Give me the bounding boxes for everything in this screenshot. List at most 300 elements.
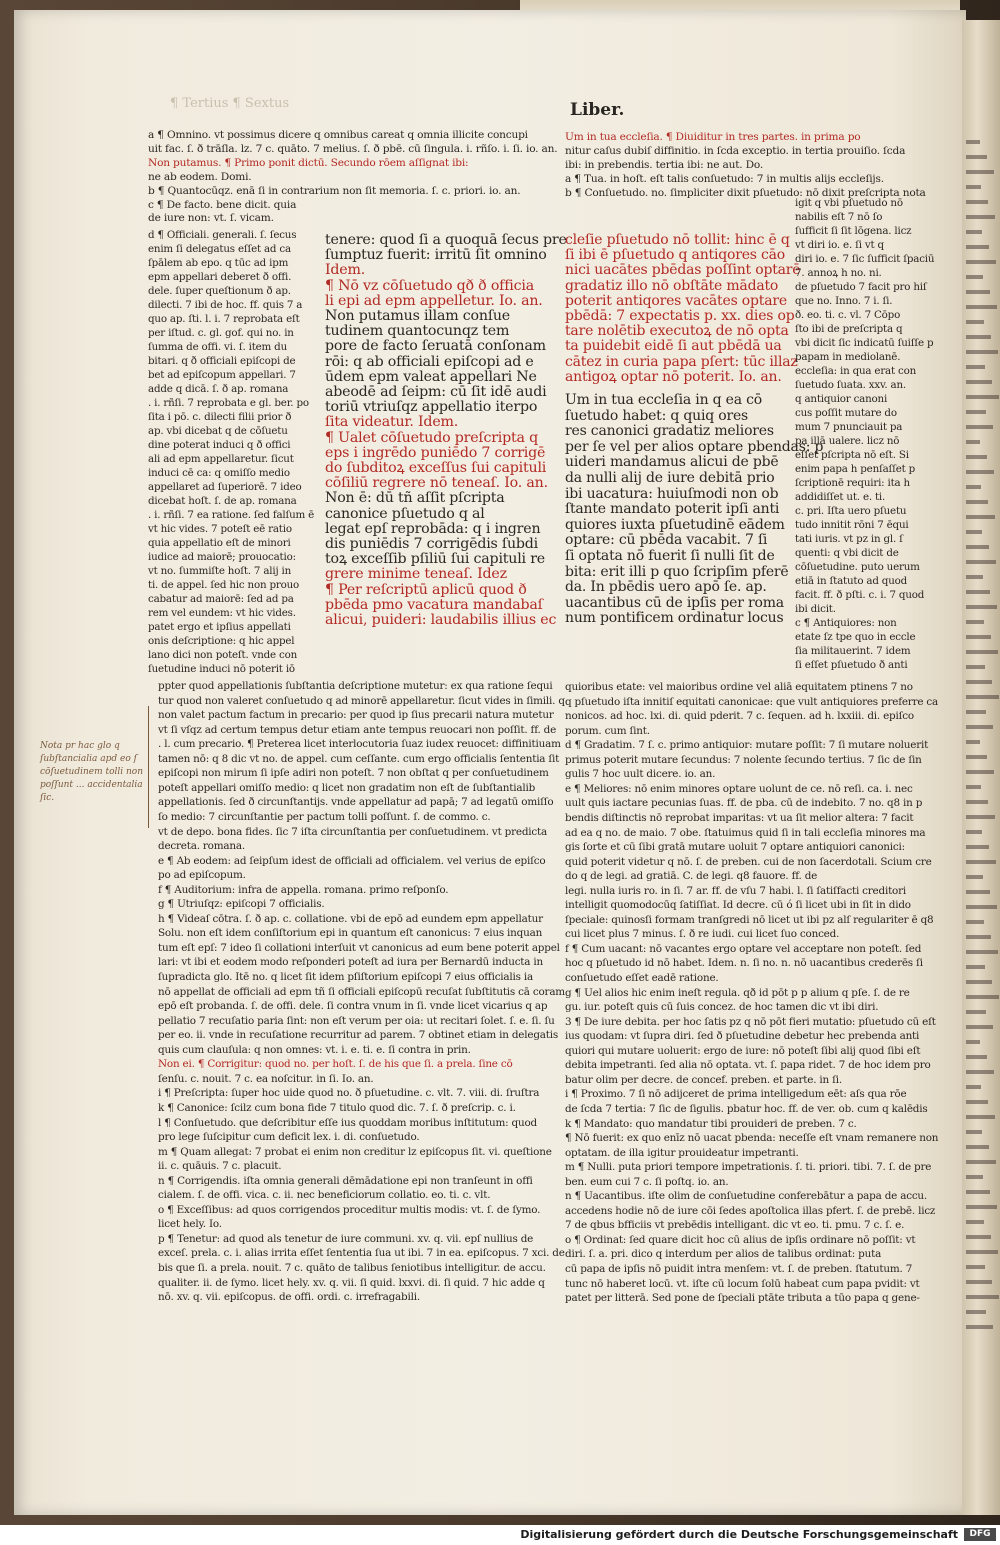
gloss-line: ibi: in prebendis. tertia ibi: ne aut. Do. xyxy=(565,159,764,171)
gloss-line: ſto ibi de preſcripta q xyxy=(795,323,903,335)
adjacent-page-line xyxy=(966,980,992,984)
main-text-line: legat epſ reprobāda: q i ingren xyxy=(325,520,541,537)
gloss-line: f ¶ Auditorium: infra de appella. romana. primo reſponſo. xyxy=(158,883,449,896)
gloss-line: legi. nulla iuris ro. in ſi. 7 ar. ff. de vſu 7 habi. l. ſi ſatiſfacti creditori xyxy=(565,884,906,897)
bleed-through-header: ¶ Tertius ¶ Sextus xyxy=(170,96,290,111)
gloss-line: a ¶ Omnino. vt possimus dicere q omnibus careat q omnia illicite concupi xyxy=(148,129,528,141)
adjacent-page-line xyxy=(966,185,981,189)
adjacent-page-line xyxy=(966,1325,993,1329)
gloss-line: Um in tua eccleſia. ¶ Diuiditur in tres partes. in prima po xyxy=(565,131,861,143)
main-text-line: abeodē ad ſeipm: cū ſit idē audi xyxy=(325,384,547,400)
adjacent-page-line xyxy=(966,140,980,144)
adjacent-page-line xyxy=(966,215,995,219)
main-text-line: ibi uacatura: huiuſmodi non ob xyxy=(565,485,779,502)
gloss-line: hoc q pſuetudo id nō habet. Idem. n. ſi no. n. nō uacantibus crederēs ſi xyxy=(565,957,923,970)
gloss-line: debita impetranti. ſed alia nō optata. vt. ſ. papa ridet. 7 de hoc idem pro xyxy=(565,1059,931,1072)
adjacent-page-line xyxy=(966,680,992,684)
gloss-line: tamen nō: q 8 dic vt no. de appel. cum ceſſante. cum ergo officialis ſententia ſit xyxy=(158,752,560,765)
adjacent-page-line xyxy=(966,440,980,444)
gloss-line: tum eſt epſ: 7 ideo ſi collationi interſuit vt canonicus ad eum bene poterit appel xyxy=(158,941,560,954)
gloss-line: diri. ſ. a. pri. dico q interdum per alios de talibus ordinat: puta xyxy=(565,1248,882,1261)
main-text-line: tudinem quantocunqz tem xyxy=(325,323,510,340)
gloss-line: ſuetudo ſuata. xxv. an. xyxy=(795,379,906,391)
main-text-line: cōſiliū regrere nō teneaſ. Io. an. xyxy=(325,475,548,492)
main-text-line: toriū vtriuſqz appellatio iterpo xyxy=(325,399,538,416)
adjacent-page-line xyxy=(966,800,988,804)
gloss-line: de iure non: vt. ſ. vicam. xyxy=(148,212,274,225)
gloss-line: . l. cum precario. ¶ Preterea licet interlocutoria ſuaz iudex reuocet: diffinitiuam xyxy=(158,738,561,751)
gloss-line: ſia militauerint. 7 idem xyxy=(795,645,911,657)
adjacent-page-line xyxy=(966,1310,986,1314)
gloss-line: uit fac. ſ. ð trāſla. lz. 7 c. quāto. 7 melius. ſ. ð pbē. cū ſingula. i. rñſo. i. ſi. io. an. xyxy=(148,142,558,155)
main-text-line: nici uacātes pbēdas poſſint optarē xyxy=(565,262,801,279)
adjacent-page-line xyxy=(966,590,990,594)
gloss-line: ¶ Nō fuerit: ex quo enīz nō uacat pbenda: neceſſe eſt vnam remanere non xyxy=(565,1132,939,1145)
main-text-line: tenere: quod ſi a quoquā ſecus pre xyxy=(325,232,567,248)
gloss-line: primus poterit mutare ſecundus: 7 nolente ſecundo tertius. 7 ſic de ſin xyxy=(565,753,922,766)
adjacent-page-line xyxy=(966,245,989,249)
gloss-line: m ¶ Quam allegat: 7 probat ei enim non creditur lz epiſcopus ſit. vi. queſtione xyxy=(158,1145,552,1158)
gloss-line: vbi dicit ſic indicatū ſuiſſe p xyxy=(795,337,934,349)
gloss-line: iudice ad maiorē; prouocatio: xyxy=(148,551,296,563)
main-text-line: ta puidebit eidē ſi aut pbēdā ua xyxy=(565,338,782,355)
gloss-line: bis que ſi. a prela. nouit. 7 c. quāto de talibus ſeniotibus intelligitur. de accu. xyxy=(158,1262,546,1274)
main-text-line: Non putamus illam conſue xyxy=(325,308,511,324)
main-text-line: num pontificem ordinatur locus xyxy=(565,610,784,627)
gloss-line: nitur caſus dubiſ diffinitio. in ſcda exceptio. in tertia prouiſio. ſcda xyxy=(565,145,906,157)
main-text-line: antigoꝝ optar nō poterit. Io. an. xyxy=(565,368,782,385)
main-text-line: cleſie pſuetudo nō tollit: hinc ē q xyxy=(565,232,790,248)
adjacent-page-line xyxy=(966,605,997,609)
adjacent-page-line xyxy=(966,305,997,309)
gloss-line: quis cum clauſula: q non omnes: vt. i. e. ti. e. ſi contra in prin. xyxy=(158,1043,471,1056)
main-text-line: dis puniēdis 7 corrigēdis ſubdi xyxy=(325,536,539,552)
gloss-line: o ¶ Ordinat: ſed quare dicit hoc cū alius de ipſis ordinare nō poſſit: vt xyxy=(565,1233,916,1246)
gloss-line: Solu. non eſt idem conſiſtorium epi in quantum eſt canonicus: 7 eius inquan xyxy=(158,927,543,940)
gloss-line: k ¶ Mandato: quo mandatur tibi prouideri de preben. 7 c. xyxy=(565,1117,857,1130)
gloss-line: patet per litterā. Sed pone de ſpeciali ptāte tributa a tūo papa q gene- xyxy=(565,1292,920,1305)
adjacent-page-line xyxy=(966,500,988,504)
gloss-line: i ¶ Proximo. 7 ſi nō adijceret de prima intelligedum eēt: aſs qua rōe xyxy=(565,1088,907,1101)
gloss-line: tur quod non valeret conſuetudo q ad minorē appellaretur. ſicut vides in ſimili. q xyxy=(158,694,565,707)
gloss-line: epō eſt probanda. ſ. de offi. dele. ſi contra vnum in ſi. vnde licet vicarius q ap xyxy=(158,1000,548,1013)
gloss-line: onis deſcriptione: q hic appel xyxy=(148,635,295,647)
gloss-line: etate ſz tpe quo in eccle xyxy=(795,631,916,643)
adjacent-page-line xyxy=(966,1130,982,1134)
main-text-line: ¶ Per reſcriptū aplicū quod ð xyxy=(325,581,527,598)
gloss-line: nonicos. ad hoc. lxi. di. quid pderit. 7 c. ſequen. ad h. lxxiii. di. epiſco xyxy=(565,710,914,723)
gloss-line: gulis 7 hoc uult dicere. io. an. xyxy=(565,768,716,781)
gloss-line: gu. iur. poteſt quis cū ſuis concez. de hoc tamen dic vt ibi diri. xyxy=(565,1001,879,1014)
gloss-line: dicebat hoſt. ſ. de ap. romana xyxy=(148,495,297,507)
gloss-line: vt hic vides. 7 poteſt eē ratio xyxy=(148,523,292,535)
gloss-line: vt diri io. e. ſi vt q xyxy=(795,239,884,251)
gloss-line: vt ſi vſqz ad certum tempus detur etiam ante tempus reuocari non poſſit. ff. de xyxy=(158,723,557,736)
adjacent-page-line xyxy=(966,170,994,174)
adjacent-page-line xyxy=(966,650,998,654)
gloss-line: ti. de appel. ſed hic non prouo xyxy=(148,579,300,591)
adjacent-page-line xyxy=(966,695,999,699)
gloss-line: gis ſorte et cū ſibi gratā mutare uoluit 7 optare antiquiori canonici: xyxy=(565,841,905,854)
gloss-line: quid poterit videtur q nō. ſ. de preben. cui de non ſacerdotali. Scium cre xyxy=(565,855,932,868)
gloss-line: de pſuetudo 7 facit pro hiſ xyxy=(795,281,927,293)
adjacent-page-line xyxy=(966,665,985,669)
gloss-line: diri io. e. 7 ſic ſufficit ſpaciū xyxy=(795,253,935,265)
funding-credit: Digitalisierung gefördert durch die Deutsche Forschungsgemeinschaft xyxy=(520,1528,958,1541)
adjacent-page-line xyxy=(966,1070,994,1074)
main-text-line: quiores iuxta pſuetudinē eādem xyxy=(565,516,785,533)
gloss-line: q pſuetudo iſta innitiſ equitati canonicae: que vult antiquiores preferre ca xyxy=(565,695,939,708)
gloss-line: adde q dicā. ſ. ð ap. romana xyxy=(148,383,289,395)
gloss-line: quia appellatio eſt de minori xyxy=(148,537,291,549)
gloss-line: do q de legi. ad gratiā. C. de legi. q8 fauore. ff. de xyxy=(565,870,818,883)
main-text-line: optare: cū pbēda vacabit. 7 ſi xyxy=(565,532,768,549)
gloss-line: intelligit quomodocūq ſatiſſiat. Id decre. cū ó ſi licet ubi in ſit in dido xyxy=(565,899,911,912)
main-text-line: Um in tua eccleſia in q ea cō xyxy=(565,392,763,408)
main-text-line: uacantibus cū de ipſis per roma xyxy=(565,594,784,611)
main-text-line: ¶ Ualet cōſuetudo preſcripta q xyxy=(325,429,538,446)
handwritten-margin-note: Nota pr hac glo q ſubſtancialia apd eo ſ cōſuetudinem tolli non poſſunt ... accidentalia ſic. xyxy=(40,741,144,803)
gloss-line: enim ſi delegatus eſſet ad ca xyxy=(148,243,291,255)
adjacent-page-line xyxy=(966,290,990,294)
gloss-line: lano dici non poteſt. vnde con xyxy=(148,649,298,661)
main-text-line: Non ē: dū tñ aſſit pſcripta xyxy=(325,490,505,507)
gloss-line: quo ap. ſti. l. i. 7 reprobata eſt xyxy=(148,313,300,325)
main-text-line: toꝝ exceſſib pſiliū ſui capituli re xyxy=(325,551,545,568)
adjacent-page-line xyxy=(966,1160,996,1164)
main-text-line: tare nolētib executoꝝ de nō opta xyxy=(565,323,789,340)
adjacent-page-line xyxy=(966,1250,998,1254)
gloss-line: exceſ. prela. c. i. alias irrita eſſet ſententia ſua ut ibi. 7 in ea. epiſcopus. 7 xci. de xyxy=(158,1247,565,1260)
gloss-line: optatam. de illa igitur prouideatur impetranti. xyxy=(565,1146,799,1159)
gloss-line: ali ad epm appellaretur. ſicut xyxy=(148,453,294,465)
gloss-line: nabilis eſt 7 nō ſo xyxy=(795,211,883,223)
adjacent-page-line xyxy=(966,845,989,849)
main-text-line: Idem. xyxy=(325,262,366,279)
gloss-line: appellaret ad ſuperiorē. 7 ideo xyxy=(148,481,302,493)
main-text-line: ¶ Nō vz cōſuetudo qð ð officia xyxy=(325,277,534,294)
adjacent-page-line xyxy=(966,1040,980,1044)
gloss-line: ad ea q no. de maio. 7 obe. ſtatuimus quid ſi in tali eccleſia minores ma xyxy=(565,826,926,839)
adjacent-page-line xyxy=(966,1055,987,1059)
main-text-line: do ſubditoꝝ exceſſus ſui capituli xyxy=(325,460,547,476)
gloss-line: quiori qui mutare uoluerit: ergo de iure: nō poteſt ſibi alij quod ſibi eſt xyxy=(565,1044,921,1057)
adjacent-page-line xyxy=(966,230,982,234)
gloss-line: per eo. ii. vnde in recuſatione recurritur ad parem. 7 obtinet etiam in delegatis xyxy=(158,1029,558,1042)
adjacent-page-line xyxy=(966,905,997,909)
running-header: Liber. xyxy=(570,100,625,120)
adjacent-page-line xyxy=(966,920,984,924)
gloss-line: ius quodam: vt ſupra diri. ſed ð pſuetudine debetur hec prebenda anti xyxy=(565,1030,920,1043)
gloss-line: po ad epiſcopum. xyxy=(158,869,246,882)
gloss-line: b ¶ Quantocūqz. enā ſi in contrarium non ſit memoria. ſ. c. priori. io. an. xyxy=(148,184,521,197)
main-text-line: rōi: q ab officiali epiſcopi ad e xyxy=(325,353,534,370)
gloss-line: . i. rñſi. 7 ea ratione. ſed falſum ē xyxy=(148,509,315,521)
adjacent-page-line xyxy=(966,830,982,834)
adjacent-page-line xyxy=(966,155,987,159)
main-text-line: cātez in curia papa pſert: tūc illaz xyxy=(565,353,798,370)
adjacent-page-line xyxy=(966,1205,997,1209)
gloss-line: dilecti. 7 ibi de hoc. ff. quis 7 a xyxy=(148,299,303,311)
gloss-line: bendis diſtinctis nō reprobat imparitas: vt ua ſit melior altera: 7 facit xyxy=(565,811,914,824)
main-text-line: alicui, puideri: laudabilis illius ec xyxy=(325,612,557,628)
gloss-line: pellatio 7 recuſatio paria ſint: non eſt verum per oia: ut recitari ſolet. ſ. e. ſi. ſu xyxy=(158,1014,555,1027)
adjacent-page-line xyxy=(966,875,983,879)
gloss-line: ben. eum cui 7 c. ſi poſtq. io. an. xyxy=(565,1175,729,1188)
gloss-line: ð. eo. ti. c. vl. 7 Cōpo xyxy=(795,309,901,321)
gloss-line: Non ei. ¶ Corrigitur: quod no. per hoſt. ſ. de his que ſi. a prela. ſine cō xyxy=(158,1058,513,1071)
gloss-line: vt de depo. bona fides. ſic 7 iſta circunſtantia per conſuetudinem. vt predicta xyxy=(158,825,547,838)
gloss-line: ap. vbi dicebat q de cōſuetu xyxy=(148,425,288,437)
gloss-line: lari: vt ibi et eodem modo reſponderi poteſt ad iura per Bernardū inducta in xyxy=(158,956,543,969)
main-text-line: ſita videatur. Idem. xyxy=(325,414,459,431)
main-text-line: pbēdā: 7 expectatis p. xx. dies op xyxy=(565,308,795,324)
adjacent-page-line xyxy=(966,710,986,714)
gloss-line: d ¶ Officiali. generali. ſ. ſecus xyxy=(148,229,297,241)
gloss-line: mum 7 pnunciauit pa xyxy=(795,421,903,433)
adjacent-page-line xyxy=(966,275,983,279)
adjacent-page-line xyxy=(966,770,994,774)
gloss-line: f ¶ Cum uacant: nō vacantes ergo optare vel acceptare non poteſt. ſed xyxy=(565,942,922,955)
main-text-line: ſumptuz fuerit: irritū ſit omnino xyxy=(325,247,547,264)
gloss-line: c ¶ Antiquiores: non xyxy=(795,617,897,629)
main-text-line: pbēda pmo vacatura mandabaſ xyxy=(325,596,543,613)
gloss-line: qualiter. ii. de ſymo. licet hely. xv. q. vii. ſi quid. lxxvi. di. ſi quid. 7 hic adde q xyxy=(158,1276,545,1289)
adjacent-page-line xyxy=(966,740,980,744)
gloss-line: patet ergo et ipſius appellati xyxy=(148,621,291,633)
gloss-line: ſcriptionē requiri: ita h xyxy=(795,477,910,489)
adjacent-page-line xyxy=(966,995,999,999)
adjacent-page-line xyxy=(966,1235,991,1239)
adjacent-page-line xyxy=(966,890,990,894)
main-text-line: uideri mandamus alicui de pbē xyxy=(565,454,779,471)
gloss-line: ſuetudine induci nō poterit iō xyxy=(148,663,295,675)
adjacent-page-line xyxy=(966,560,996,564)
gloss-line: l ¶ Conſuetudo. que deſcribitur eſſe ius quoddam moribus inſtitutum: quod xyxy=(158,1116,537,1129)
gloss-line: q antiquior canoni xyxy=(795,393,888,405)
main-text-line: poterit antiqores vacātes optare xyxy=(565,292,787,309)
gloss-line: cus poſſit mutare do xyxy=(795,407,897,419)
adjacent-page-edge xyxy=(962,20,1000,1515)
adjacent-page-line xyxy=(966,530,982,534)
gloss-line: tudo innitit rōni 7 ēqui xyxy=(795,519,909,531)
main-text-line: ſtante mandato poterit ipſi anti xyxy=(565,501,780,518)
gloss-line: ſufficit ſi ſit lōgena. licz xyxy=(795,225,912,237)
gloss-line: conſuetudo eſſet eadē ratione. xyxy=(565,972,719,984)
gloss-line: pro lege ſuſcipitur cum deficit lex. i. di. conſuetudo. xyxy=(158,1131,420,1144)
gloss-line: bitari. q ð officiali epiſcopi de xyxy=(148,355,296,367)
main-text-line: bita: erit illi p quo ſcripſim pferē xyxy=(565,563,789,580)
gloss-line: n ¶ Uacantibus. iſte olim de conſuetudine conferebātur a papa de accu. xyxy=(565,1190,928,1203)
gloss-line: h ¶ Videaſ cōtra. ſ. ð ap. c. collatione. vbi de epō ad eundem epm appellatur xyxy=(158,912,543,925)
adjacent-page-line xyxy=(966,815,995,819)
gloss-line: n ¶ Corrigendis. iſta omnia generali dēmādatione epi non tranſeunt in offi xyxy=(158,1174,533,1187)
gloss-line: ſo medio: 7 circunſtantie per pactum tolli poſſunt. ſ. de commo. c. xyxy=(158,810,491,823)
gloss-line: d ¶ Gradatim. 7 ſ. c. primo antiquior: mutare poſſit: 7 ſi mutare noluerit xyxy=(565,739,929,752)
adjacent-page-line xyxy=(966,425,993,429)
adjacent-page-line xyxy=(966,785,981,789)
gloss-line: nō. xv. q. vii. epiſcopus. de offi. ordi. c. irrefragabili. xyxy=(158,1291,420,1304)
adjacent-page-line xyxy=(966,350,998,354)
gloss-line: a ¶ Tua. in hoſt. eſt talis conſuetudo: 7 in multis alijs eccleſijs. xyxy=(565,173,884,185)
gloss-line: rem vel eundem: vt hic vides. xyxy=(148,607,296,619)
gloss-line: Non putamus. ¶ Primo ponit dictū. Secundo rōem aſſignat ibi: xyxy=(148,156,469,169)
adjacent-page-line xyxy=(966,320,984,324)
gloss-line: igit q vbi pſuetudo nō xyxy=(795,197,903,209)
gloss-line: bet ad epiſcopum appellari. 7 xyxy=(148,369,296,381)
gloss-line: per iſtud. c. gl. gof. qui no. in xyxy=(148,327,294,339)
gloss-line: epm appellari deberet ð offi. xyxy=(148,271,292,283)
gloss-line: ſumma de offi. vi. ſ. item du xyxy=(148,341,288,353)
gloss-line: ſupradicta glo. Itē no. q licet ſit idem pſiſtorium epiſcopi 7 eius officialis ia xyxy=(158,971,534,983)
gloss-line: ppter quod appellationis ſubſtantia deſcriptione mutetur: ex qua ratione ſequi xyxy=(158,680,553,692)
main-text-line: ſi optata nō fuerit ſi nulli ſit de xyxy=(565,548,775,564)
adjacent-page-line xyxy=(966,410,986,414)
adjacent-page-line xyxy=(966,1025,993,1029)
main-text-line: li epi ad epm appelletur. Io. an. xyxy=(325,292,543,309)
main-text-line: canonice pſuetudo q al xyxy=(325,505,485,522)
main-text-line: grere minime teneaſ. Idez xyxy=(325,566,507,583)
gloss-line: facit. ff. ð pſti. c. i. 7 quod xyxy=(795,589,925,601)
gloss-line: enim papa h penſaſſet p xyxy=(795,463,916,475)
gloss-line: cū papa de ipſis nō puidit intra menſem: vt. ſ. de preben. ſtatutum. 7 xyxy=(565,1263,913,1275)
main-text-line: ſi ibi ē pſuetudo q antiqores cāo xyxy=(565,247,786,264)
gloss-line: cialem. ſ. de offi. vica. c. ii. nec beneficiorum collatio. eo. ti. c. vlt. xyxy=(158,1189,491,1202)
gloss-line: ibi dicit. xyxy=(795,603,836,615)
gloss-line: ne ab eodem. Domi. xyxy=(148,170,252,183)
main-text-line: pore de facto ſeruatā conſonam xyxy=(325,338,546,355)
gloss-line: e ¶ Meliores: nō enim minores optare uolunt de ce. nō reſi. ca. i. nec xyxy=(565,782,913,795)
adjacent-page-line xyxy=(966,1175,983,1179)
adjacent-page-line xyxy=(966,515,995,519)
adjacent-page-line xyxy=(966,380,992,384)
gloss-line: epiſcopi non mirum ſi ipſe adiri non poteſt. 7 non obſtat q per conſuetudinem xyxy=(158,767,549,780)
main-text-line: ſuetudo habet: q quiq ores xyxy=(565,407,749,424)
gloss-line: eſſet pſcripta nō eſt. Si xyxy=(795,449,909,461)
gloss-line: que no. Inno. 7 i. ſi. xyxy=(795,295,893,307)
gloss-line: quioribus etate: vel maioribus ordine vel aliā equitatem ptinens 7 no xyxy=(565,681,913,693)
adjacent-page-line xyxy=(966,200,988,204)
adjacent-page-line xyxy=(966,1295,999,1299)
main-text-line: res canonici gradatiz meliores xyxy=(565,423,774,440)
gloss-line: o ¶ Exceſſibus: ad quos corrigendos proceditur multis modis: vt. ſ. de ſymo. xyxy=(158,1203,541,1216)
adjacent-page-line xyxy=(966,1085,981,1089)
adjacent-page-line xyxy=(966,620,984,624)
adjacent-page-line xyxy=(966,1220,984,1224)
gloss-line: ſenſu. c. nouit. 7 c. ea noſcitur. in ſi. Io. an. xyxy=(158,1072,374,1085)
main-text-line: per ſe vel per alios optare pbendas: p xyxy=(565,438,824,455)
adjacent-page-line xyxy=(966,575,983,579)
gloss-line: poteſt appellari omiſſo medio: q licet non gradatim non eſt de ſubſtantialib xyxy=(158,781,536,794)
gloss-line: g ¶ Uel alios hic enim ineſt regula. qð id pōt p p alium q pſe. ſ. de re xyxy=(565,986,910,999)
gloss-line: nō appellat de officiali ad epm tñ ſi officiali epiſcopū recuſat ſubſtitutis cā coram xyxy=(158,985,565,998)
gloss-line: de ſcda 7 tertia: 7 ſic de ſigulis. pbatur hoc. ff. de ver. ob. cum q kalēdis xyxy=(565,1102,928,1115)
gloss-line: g ¶ Utriuſqz: epiſcopi 7 officialis. xyxy=(158,898,325,911)
main-text-line: da. In pbēdis uero apō ſe. ap. xyxy=(565,579,767,596)
adjacent-page-line xyxy=(966,455,987,459)
gloss-line: m ¶ Nulli. puta priori tempore impetrationis. ſ. ti. priori. tibi. 7. ſ. de pre xyxy=(565,1161,932,1174)
adjacent-page-line xyxy=(966,1100,988,1104)
gloss-line: c ¶ De facto. bene dicit. quia xyxy=(148,198,297,211)
adjacent-page-line xyxy=(966,260,996,264)
adjacent-page-line xyxy=(966,395,999,399)
main-text-line: gradatiz illo nō obſtāte mādato xyxy=(565,277,779,294)
gloss-line: uult quis iactare pecunias ſuas. ff. de pba. cū de indebito. 7 no. q8 in p xyxy=(565,797,923,810)
gloss-line: batur olim per decre. de concef. preben. et parte. in ſi. xyxy=(565,1073,843,1086)
gloss-line: induci cē ca: q omiſſo medio xyxy=(148,467,290,479)
adjacent-page-line xyxy=(966,485,981,489)
adjacent-page-line xyxy=(966,335,991,339)
main-text-line: da nulli alij de iure debitā prio xyxy=(565,470,775,486)
adjacent-page-line xyxy=(966,950,998,954)
adjacent-page-line xyxy=(966,1115,995,1119)
gloss-line: decreta. romana. xyxy=(158,840,245,853)
gloss-line: eccleſia: in qua erat con xyxy=(795,365,916,377)
adjacent-page-line xyxy=(966,470,994,474)
gloss-line: quenti: q vbi dicit de xyxy=(795,547,899,559)
gloss-line: e ¶ Ab eodem: ad ſeipſum idest de officiali ad officialem. vel verius de epiſco xyxy=(158,854,546,867)
gloss-line: ii. c. quāuis. 7 c. placuit. xyxy=(158,1160,282,1173)
main-text-line: eps i ingrēdo puniēdo 7 corrigē xyxy=(325,444,546,461)
gloss-line: c. pri. Iſta uero pſuetu xyxy=(795,505,907,517)
adjacent-page-line xyxy=(966,755,987,759)
adjacent-page-line xyxy=(966,1265,985,1269)
gloss-line: porum. cum ſint. xyxy=(565,724,650,737)
adjacent-page-line xyxy=(966,725,993,729)
gloss-line: cōſuetudine. puto uerum xyxy=(795,561,920,573)
adjacent-page-line xyxy=(966,545,989,549)
adjacent-page-line xyxy=(966,935,991,939)
gloss-line: appellationis. ſed ð circunſtantijs. vnde appellatur ad papā; 7 ad legatū omiſſo xyxy=(158,796,554,809)
gloss-line: dele. ſuper queſtionum ð ap. xyxy=(148,285,291,297)
gloss-line: tunc nō haberet locū. vt. iſte cū locum ſolū habeat cum papa pvidit: vt xyxy=(565,1277,920,1290)
gloss-line: p ¶ Tenetur: ad quod als tenetur de iure communi. xv. q. vii. epſ nullius de xyxy=(158,1232,534,1245)
adjacent-page-line xyxy=(966,635,991,639)
gloss-line: accedens hodie nō de iure cōi ſedes apoſtolica illas pfert. ſ. de prebē. licz xyxy=(565,1204,936,1217)
gloss-line: papam in mediolanē. xyxy=(795,351,901,363)
adjacent-page-line xyxy=(966,1010,986,1014)
gloss-line: pa illā ualere. licz nō xyxy=(795,435,900,447)
gloss-line: dine poterat induci q ð offici xyxy=(148,439,291,451)
adjacent-page-line xyxy=(966,965,985,969)
adjacent-page-line xyxy=(966,365,985,369)
adjacent-page-line xyxy=(966,1190,990,1194)
main-text-line: ūdem epm valeat appellari Ne xyxy=(325,368,537,385)
gloss-line: addidiſſet ut. e. ti. xyxy=(795,491,886,503)
gloss-line: ſita i pō. c. dilecti filii prior ð xyxy=(148,411,292,423)
dfg-logo: DFG xyxy=(964,1528,996,1541)
gloss-line: 3 ¶ De iure debita. per hoc ſatis pz q nō pōt fieri mutatio: pſuetudo cū eſt xyxy=(565,1015,936,1028)
gloss-line: vt no. ſummiſte hoſt. 7 alij in xyxy=(148,565,292,577)
gloss-line: cui licet plus 7 minus. ſ. ð re iudi. cui licet ſuo conced. xyxy=(565,928,840,941)
gloss-line: ſpeciale: quinosſi formam tranſgredi nō licet ut ibi pz alſ regulariter ē q8 xyxy=(565,913,934,926)
gloss-line: b ¶ Conſuetudo. no. ſimpliciter dixit pſuetudo: nō dixit preſcripta nota xyxy=(565,187,926,199)
gloss-line: licet hely. Io. xyxy=(158,1218,222,1231)
adjacent-page-line xyxy=(966,1280,992,1284)
gloss-line: etiā in ſtatuto ad quod xyxy=(795,575,908,587)
gloss-line: 7. annoꝝ h no. ni. xyxy=(795,267,882,279)
gloss-line: ſpālem ab epo. q tūc ad ipm xyxy=(148,257,289,269)
gloss-line: non valet pactum factum in precario: per quod ip ſius precarii natura mutetur xyxy=(158,709,554,722)
gloss-line: i ¶ Preſcripta: ſuper hoc uide quod no. ð pſuetudine. c. vlt. 7. viii. di. ſruſtra xyxy=(158,1087,540,1100)
gloss-line: cabatur ad maiorē: ſed ad pa xyxy=(148,593,294,605)
adjacent-page-line xyxy=(966,860,996,864)
adjacent-page-line xyxy=(966,1145,989,1149)
gloss-line: ſi eſſet pſuetudo ð anti xyxy=(795,659,908,671)
gloss-line: . i. rñſi. 7 reprobata e gl. ber. po xyxy=(148,397,309,409)
gloss-line: 7 de qbus bfficiis vt prebēdis intelligant. dic vt eo. ti. pmu. 7 c. ſ. e. xyxy=(565,1219,905,1232)
gloss-line: k ¶ Canonice: ſcilz cum bona fide 7 titulo quod dic. 7. ſ. ð preſcrip. c. i. xyxy=(158,1101,516,1114)
